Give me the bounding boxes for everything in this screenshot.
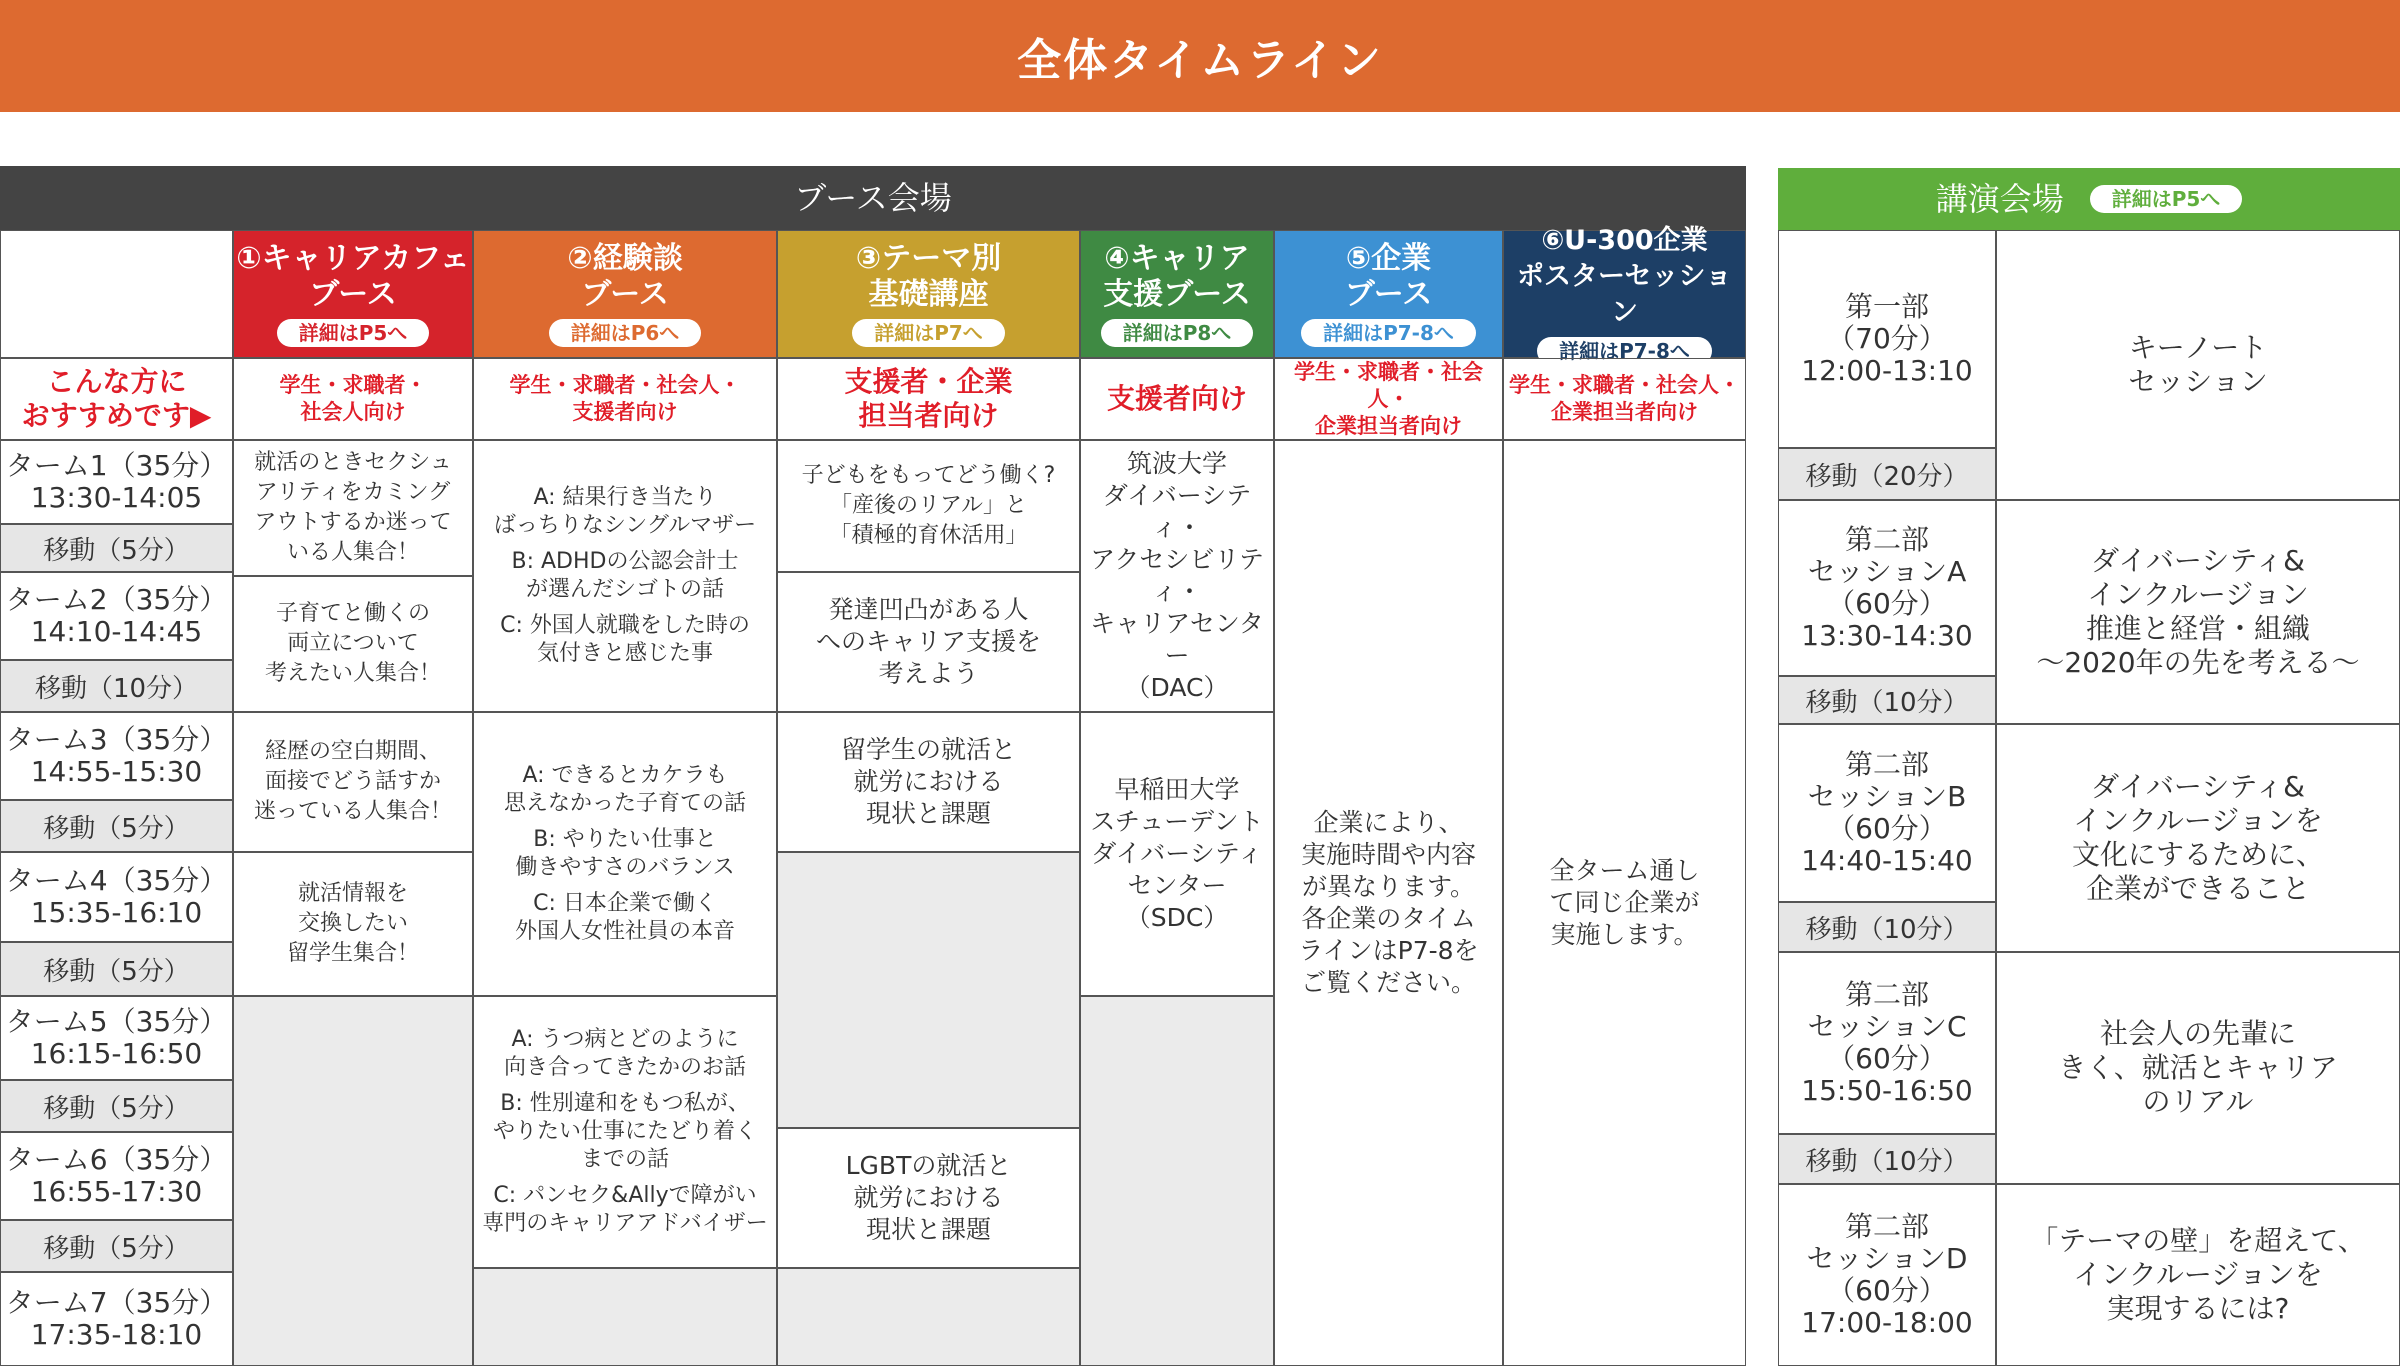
booth-column-name: ②経験談 ブース	[567, 241, 683, 312]
booth-audience: 学生・求職者・社会人・ 企業担当者向け	[1274, 358, 1503, 440]
detail-page-pill[interactable]: 詳細はP7-8へ	[1537, 337, 1712, 365]
booth-column-name: ④キャリア 支援ブース	[1103, 241, 1251, 312]
experience-talk: A: うつ病とどのように 向き合ってきたかのお話	[503, 1027, 746, 1080]
page-title-banner	[0, 0, 2400, 112]
move-interval: 移動（10分）	[1778, 902, 1996, 952]
booth-column-name: ⑥U-300企業 ポスターセッション	[1517, 225, 1732, 328]
booth-column-header	[777, 230, 1080, 358]
term-slot: ターム3（35分） 14:55-15:30	[0, 712, 233, 800]
theme-slot-4: LGBTの就活と 就労における 現状と課題	[777, 1128, 1080, 1268]
theme-empty-bottom	[777, 1268, 1080, 1366]
term-slot: ターム4（35分） 15:35-16:10	[0, 852, 233, 942]
experience-talk: A: 結果行き当たり ばっちりなシングルマザー	[493, 485, 757, 538]
lecture-session-label: 第二部 セッションD （60分） 17:00-18:00	[1778, 1184, 1996, 1366]
booth-audience: 学生・求職者・社会人・ 企業担当者向け	[1503, 358, 1746, 440]
page-title: 全体タイムライン	[1017, 35, 1383, 86]
career-support-slot-2: 早稲田大学 スチューデント ダイバーシティ センター （SDC）	[1080, 712, 1274, 996]
booth-audience: 支援者向け	[1080, 358, 1274, 440]
corner-empty	[0, 230, 233, 358]
booth-venue-title-bar	[0, 166, 1746, 230]
lecture-session-title: 社会人の先輩に きく、就活とキャリア のリアル	[1996, 952, 2400, 1184]
move-interval: 移動（10分）	[1778, 676, 1996, 724]
move-interval: 移動（10分）	[0, 660, 233, 712]
lecture-detail-pill[interactable]: 詳細はP5へ	[2090, 185, 2243, 213]
experience-talk: B: 性別違和をもつ私が、 やりたい仕事にたどり着く までの話	[492, 1091, 757, 1172]
theme-slot-3: 留学生の就活と 就労における 現状と課題	[777, 712, 1080, 852]
booth-column-header	[1080, 230, 1274, 358]
term-slot: ターム1（35分） 13:30-14:05	[0, 440, 233, 524]
experience-talk: B: やりたい仕事と 働きやすさのバランス	[515, 827, 735, 880]
term-slot: ターム6（35分） 16:55-17:30	[0, 1132, 233, 1220]
lecture-venue-title: 講演会場	[1935, 180, 2064, 218]
career-support-slot-1: 筑波大学 ダイバーシティ・ アクセシビリティ・ キャリアセンター （DAC）	[1080, 440, 1274, 712]
experience-talk: C: パンセク&Allyで障がい 専門のキャリアアドバイザー	[482, 1183, 768, 1236]
move-interval: 移動（5分）	[0, 1220, 233, 1272]
career-cafe-slot-2: 子育てと働くの 両立について 考えたい人集合！	[233, 576, 473, 712]
booth-column-name: ⑤企業 ブース	[1344, 241, 1433, 312]
move-interval: 移動（5分）	[0, 1080, 233, 1132]
lecture-session-label: 第二部 セッションC （60分） 15:50-16:50	[1778, 952, 1996, 1134]
booth-column-name: ①キャリアカフェ ブース	[236, 241, 470, 312]
career-cafe-slot-1: 就活のときセクシュ アリティをカミング アウトするか迷って いる人集合！	[233, 440, 473, 576]
theme-slot-2: 発達凹凸がある人 へのキャリア支援を 考えよう	[777, 572, 1080, 712]
booth-audience: 学生・求職者・ 社会人向け	[233, 358, 473, 440]
booth-audience: 学生・求職者・社会人・ 支援者向け	[473, 358, 777, 440]
detail-page-pill[interactable]: 詳細はP7へ	[852, 319, 1005, 347]
lecture-session-title: ダイバーシティ& インクルージョン 推進と経営・組織 〜2020年の先を考える〜	[1996, 500, 2400, 724]
move-interval: 移動（5分）	[0, 524, 233, 572]
move-interval: 移動（5分）	[0, 800, 233, 852]
term-slot: ターム5（35分） 16:15-16:50	[0, 996, 233, 1080]
experience-empty	[473, 1268, 777, 1366]
move-interval: 移動（10分）	[1778, 1134, 1996, 1184]
lecture-session-label: 第二部 セッションB （60分） 14:40-15:40	[1778, 724, 1996, 902]
recommend-label: こんな方に おすすめです▶	[0, 358, 233, 440]
lecture-session-title: キーノート セッション	[1996, 230, 2400, 500]
detail-page-pill[interactable]: 詳細はP6へ	[549, 319, 702, 347]
booth-audience: 支援者・企業 担当者向け	[777, 358, 1080, 440]
move-interval: 移動（5分）	[0, 942, 233, 996]
experience-block-2	[473, 712, 777, 996]
experience-talk: C: 日本企業で働く 外国人女性社員の本音	[514, 891, 735, 944]
detail-page-pill[interactable]: 詳細はP5へ	[277, 319, 430, 347]
career-support-empty	[1080, 996, 1274, 1366]
booth-column-header	[1274, 230, 1503, 358]
booth-venue-title: ブース会場	[794, 179, 952, 217]
lecture-session-label: 第二部 セッションA （60分） 13:30-14:30	[1778, 500, 1996, 676]
career-cafe-slot-4: 就活情報を 交換したい 留学生集合！	[233, 852, 473, 996]
poster-session-note: 全ターム通し て同じ企業が 実施します。	[1503, 440, 1746, 1366]
lecture-session-title: 「テーマの壁」を超えて、 インクルージョンを 実現するには?	[1996, 1184, 2400, 1366]
career-cafe-slot-3: 経歴の空白期間、 面接でどう話すか 迷っている人集合！	[233, 712, 473, 852]
career-cafe-empty	[233, 996, 473, 1366]
theme-empty	[777, 852, 1080, 1128]
lecture-venue-title-bar	[1778, 168, 2400, 230]
experience-talk: A: できるとカケラも 思えなかった子育ての話	[503, 763, 746, 816]
experience-block-1	[473, 440, 777, 712]
booth-column-header	[233, 230, 473, 358]
move-interval: 移動（20分）	[1778, 448, 1996, 500]
detail-page-pill[interactable]: 詳細はP7-8へ	[1301, 319, 1476, 347]
lecture-session-title: ダイバーシティ& インクルージョンを 文化にするために、 企業ができること	[1996, 724, 2400, 952]
experience-talk: B: ADHDの公認会計士 が選んだシゴトの話	[511, 549, 739, 602]
experience-block-3	[473, 996, 777, 1268]
booth-column-header	[473, 230, 777, 358]
theme-slot-1: 子どもをもってどう働く? 「産後のリアル」と 「積極的育休活用」	[777, 440, 1080, 572]
experience-talk: C: 外国人就職をした時の 気付きと感じた事	[500, 613, 750, 666]
term-slot: ターム7（35分） 17:35-18:10	[0, 1272, 233, 1366]
term-slot: ターム2（35分） 14:10-14:45	[0, 572, 233, 660]
booth-column-header	[1503, 225, 1746, 363]
company-booth-note: 企業により、 実施時間や内容 が異なります。 各企業のタイム ラインはP7-8を ご覧ください。	[1274, 440, 1503, 1366]
booth-column-name: ③テーマ別 基礎講座	[855, 241, 1002, 312]
detail-page-pill[interactable]: 詳細はP8へ	[1101, 319, 1254, 347]
lecture-session-label: 第一部 （70分） 12:00-13:10	[1778, 230, 1996, 448]
